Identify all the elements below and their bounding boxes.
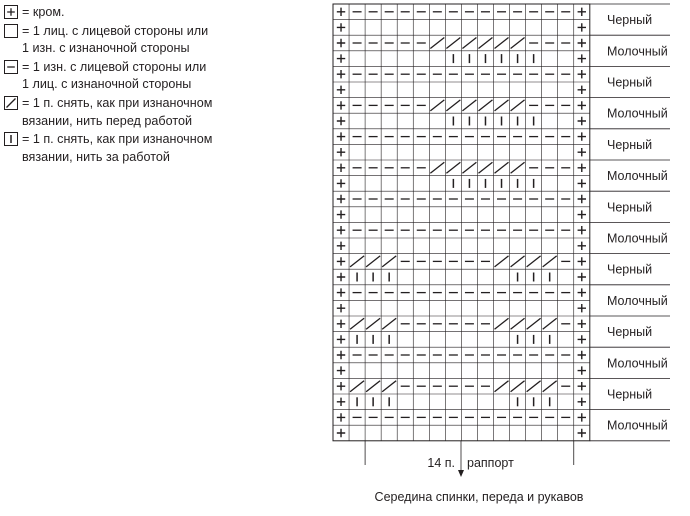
edge-stitch-symbol — [337, 54, 345, 62]
slip-front-symbol — [527, 256, 541, 267]
edge-stitch-symbol — [337, 210, 345, 218]
edge-stitch-symbol — [578, 39, 586, 47]
slip-front-symbol — [366, 256, 380, 267]
slip-front-symbol — [382, 318, 396, 329]
slip-front-symbol — [446, 38, 460, 49]
edge-stitch-symbol — [337, 101, 345, 109]
slip-front-symbol — [430, 100, 444, 111]
slip-front-symbol — [382, 381, 396, 392]
row-color-label: Черный — [607, 13, 653, 28]
edge-stitch-symbol — [578, 398, 586, 406]
edge-stitch-symbol — [337, 8, 345, 16]
edge-stitch-symbol — [578, 117, 586, 125]
slip-front-symbol — [446, 100, 460, 111]
edge-stitch-symbol — [337, 288, 345, 296]
slip-front-symbol — [511, 162, 525, 173]
row-color-label: Черный — [607, 387, 653, 402]
edge-stitch-symbol — [578, 86, 586, 94]
edge-stitch-symbol — [337, 164, 345, 172]
slip-front-symbol — [462, 100, 476, 111]
edge-stitch-symbol — [337, 39, 345, 47]
legend-line: = 1 п. снять, как при изнаночном — [22, 132, 213, 147]
row-color-label: Молочный — [607, 169, 668, 184]
slip-front-symbol — [382, 256, 396, 267]
legend-line: вязании, нить за работой — [22, 149, 170, 164]
edge-stitch-symbol — [578, 320, 586, 328]
edge-stitch-symbol — [578, 382, 586, 390]
slip-front-symbol — [350, 381, 364, 392]
slip-front-symbol — [350, 318, 364, 329]
edge-stitch-symbol — [337, 86, 345, 94]
repeat-word-label: раппорт — [467, 456, 514, 470]
edge-stitch-symbol — [578, 257, 586, 265]
slip-front-symbol — [527, 381, 541, 392]
row-color-label: Молочный — [607, 293, 668, 308]
edge-stitch-symbol — [578, 413, 586, 421]
edge-stitch-symbol — [578, 366, 586, 374]
slip-front-symbol — [511, 318, 525, 329]
edge-stitch-symbol — [337, 179, 345, 187]
slip-front-symbol — [478, 162, 492, 173]
slip-front-symbol — [527, 318, 541, 329]
edge-stitch-symbol — [578, 304, 586, 312]
edge-stitch-symbol — [337, 226, 345, 234]
edge-stitch-symbol — [578, 179, 586, 187]
edge-stitch-symbol — [578, 288, 586, 296]
slip-front-symbol — [430, 38, 444, 49]
edge-stitch-symbol — [337, 351, 345, 359]
edge-stitch-symbol — [578, 8, 586, 16]
slip-front-symbol — [495, 38, 509, 49]
edge-stitch-symbol — [578, 132, 586, 140]
row-color-label: Молочный — [607, 418, 668, 433]
slip-front-symbol — [495, 100, 509, 111]
edge-stitch-symbol — [578, 351, 586, 359]
slip-front-symbol — [462, 162, 476, 173]
slip-front-symbol — [350, 256, 364, 267]
row-color-label: Черный — [607, 262, 653, 277]
row-color-label: Черный — [607, 137, 653, 152]
slip-front-symbol — [543, 256, 557, 267]
row-color-label: Молочный — [607, 106, 668, 121]
legend-line: = 1 п. снять, как при изнаночном — [22, 95, 213, 110]
edge-stitch-symbol — [578, 335, 586, 343]
slip-front-symbol — [495, 318, 509, 329]
edge-stitch-symbol — [337, 335, 345, 343]
slip-front-symbol — [495, 256, 509, 267]
legend-line: 1 лиц. с изнаночной стороны — [22, 77, 192, 92]
edge-stitch-symbol — [337, 382, 345, 390]
edge-stitch-symbol — [337, 117, 345, 125]
edge-stitch-symbol — [337, 257, 345, 265]
legend-line: = 1 изн. с лицевой стороны или — [22, 59, 207, 74]
slip-front-symbol — [446, 162, 460, 173]
edge-stitch-symbol — [578, 148, 586, 156]
legend-line: = кром. — [22, 5, 65, 19]
edge-stitch-symbol — [578, 70, 586, 78]
slip-front-symbol — [543, 381, 557, 392]
edge-stitch-symbol — [337, 273, 345, 281]
legend-line: 1 изн. с изнаночной стороны — [22, 41, 190, 56]
slip-front-symbol — [366, 381, 380, 392]
edge-stitch-symbol — [578, 210, 586, 218]
slip-front-symbol — [478, 38, 492, 49]
slip-front-symbol — [478, 100, 492, 111]
edge-stitch-symbol — [337, 195, 345, 203]
row-color-label: Молочный — [607, 231, 668, 246]
edge-stitch-symbol — [578, 242, 586, 250]
row-color-label: Черный — [607, 75, 653, 90]
slip-front-symbol — [511, 38, 525, 49]
edge-stitch-symbol — [578, 101, 586, 109]
slip-front-symbol — [511, 256, 525, 267]
edge-stitch-symbol — [337, 148, 345, 156]
slip-front-symbol — [366, 318, 380, 329]
edge-stitch-symbol — [337, 320, 345, 328]
edge-stitch-symbol — [337, 23, 345, 31]
legend-line: вязании, нить перед работой — [22, 113, 193, 128]
edge-stitch-symbol — [578, 164, 586, 172]
edge-stitch-symbol — [578, 429, 586, 437]
edge-stitch-symbol — [337, 304, 345, 312]
center-arrow-head — [458, 470, 464, 477]
slip-front-symbol — [462, 38, 476, 49]
edge-stitch-symbol — [337, 429, 345, 437]
row-color-label: Черный — [607, 200, 653, 215]
edge-stitch-symbol — [337, 398, 345, 406]
edge-stitch-symbol — [337, 132, 345, 140]
slip-front-symbol — [430, 162, 444, 173]
edge-stitch-symbol — [578, 23, 586, 31]
edge-stitch-symbol — [337, 366, 345, 374]
slip-front-symbol — [495, 162, 509, 173]
row-color-label: Черный — [607, 325, 653, 340]
slip-front-symbol — [543, 318, 557, 329]
slip-front-symbol — [511, 381, 525, 392]
repeat-count-label: 14 п. — [427, 456, 455, 470]
edge-stitch-symbol — [337, 242, 345, 250]
slip-front-symbol — [511, 100, 525, 111]
row-color-label: Молочный — [607, 44, 668, 59]
slip-front-symbol — [495, 381, 509, 392]
chart-caption: Середина спинки, переда и рукавов — [374, 490, 584, 504]
edge-stitch-symbol — [578, 226, 586, 234]
edge-stitch-symbol — [578, 273, 586, 281]
edge-stitch-symbol — [578, 195, 586, 203]
legend-line: = 1 лиц. с лицевой стороны или — [22, 23, 209, 38]
row-color-label: Молочный — [607, 356, 668, 371]
edge-stitch-symbol — [337, 70, 345, 78]
edge-stitch-symbol — [578, 54, 586, 62]
edge-stitch-symbol — [337, 413, 345, 421]
